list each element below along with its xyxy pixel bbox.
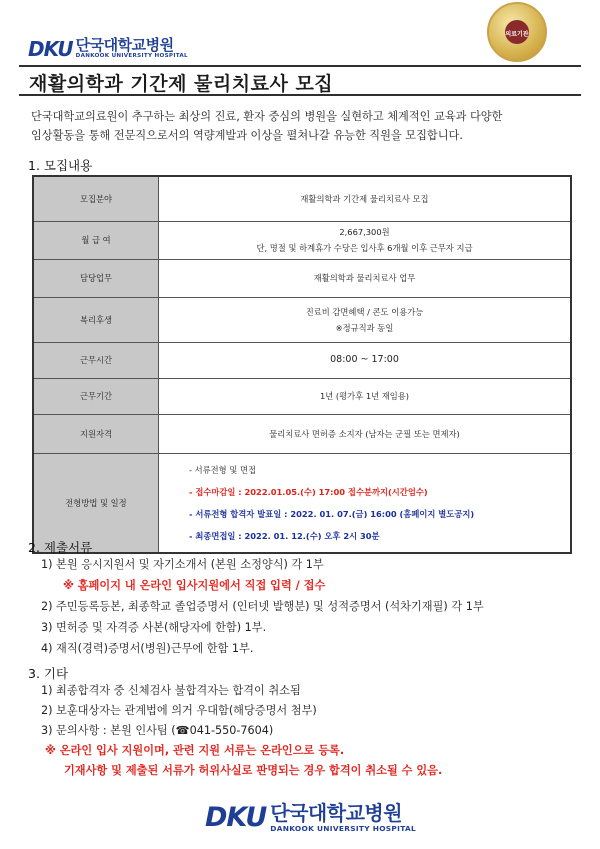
logo-english: DANKOOK UNIVERSITY HOSPITAL — [270, 824, 416, 833]
table-row — [33, 176, 571, 221]
row-value: 물리치료사 면허증 소지자 (남자는 군필 또는 면제자) — [159, 414, 572, 453]
table-row — [33, 378, 571, 414]
document-list — [41, 554, 484, 659]
row-value: 재활의학과 기간제 물리치료사 모집 — [159, 176, 572, 221]
page-title: 재활의학과 기간제 물리치료사 모집 — [29, 73, 334, 95]
schedule-item: - 접수마감일 : 2022.01.05.(수) 17:00 접수분까지(시간엄수) — [189, 486, 428, 497]
row-label: 지원자격 — [33, 414, 159, 453]
recruitment-table — [32, 175, 572, 554]
section-heading: 2. 제출서류 — [28, 540, 93, 555]
intro-text — [31, 107, 586, 145]
row-value: 08:00 ~ 17:00 — [159, 342, 572, 378]
list-item: 4) 재직(경력)증명서(병원)근무에 한함 1부. — [41, 642, 254, 655]
list-item: ※ 홈페이지 내 온라인 입사지원에서 직접 입력 / 접수 — [63, 579, 326, 592]
hospital-logo — [28, 38, 188, 60]
table-row — [33, 259, 571, 297]
section-heading: 3. 기타 — [28, 666, 69, 681]
table-row — [33, 414, 571, 453]
list-item: 3) 문의사항 : 본원 인사팀 (☎041-550-7604) — [41, 724, 274, 737]
table-row — [33, 342, 571, 378]
title-bar — [19, 65, 581, 96]
list-item: 1) 최종합격자 중 신체검사 불합격자는 합격이 취소됨 — [41, 684, 301, 697]
table-row — [33, 297, 571, 342]
section-heading: 1. 모집내용 — [28, 158, 93, 173]
logo-korean: 단국대학교병원 — [75, 36, 174, 54]
row-label: 전형방법 및 일정 — [33, 453, 159, 553]
row-value: 진료비 감면혜택 / 콘도 이용가능 ※정규직과 동일 — [159, 297, 572, 342]
notice-line: ※ 온라인 입사 지원이며, 관련 지원 서류는 온라인으로 등록. — [45, 744, 345, 757]
etc-list — [41, 681, 442, 781]
row-label: 복리후생 — [33, 297, 159, 342]
row-label: 모집분야 — [33, 176, 159, 221]
row-value: 2,667,300원 단, 명절 및 하계휴가 수당은 입사후 6개월 이후 근무자 지급 — [159, 221, 572, 259]
list-item: 1) 본원 응시지원서 및 자기소개서 (본원 소정양식) 각 1부 — [41, 558, 324, 571]
logo-english: DANKOOK UNIVERSITY HOSPITAL — [75, 53, 188, 59]
certification-seal — [487, 2, 547, 62]
footer-logo — [205, 803, 416, 833]
logo-mark: DKU — [28, 37, 73, 61]
schedule-item: - 서류전형 및 면접 — [189, 464, 257, 475]
row-label: 월 급 여 — [33, 221, 159, 259]
schedule-list — [159, 453, 572, 553]
intro-line: 단국대학교의료원이 추구하는 최상의 진료, 환자 중심의 병원을 실현하고 체계적인 교육과 다양한 — [31, 110, 503, 123]
table-row — [33, 221, 571, 259]
row-label: 근무시간 — [33, 342, 159, 378]
list-item: 3) 면허증 및 자격증 사본(해당자에 한함) 1부. — [41, 621, 267, 634]
intro-line: 임상활동을 통해 전문직으로서의 역량계발과 이상을 펼쳐나갈 유능한 직원을 모집합니다. — [31, 129, 463, 142]
row-value: 재활의학과 물리치료사 업무 — [159, 259, 572, 297]
logo-korean: 단국대학교병원 — [270, 801, 403, 825]
seal-label: 의료기관 — [505, 31, 529, 38]
list-item: 2) 보훈대상자는 관계법에 의거 우대함(해당증명서 첨부) — [41, 704, 317, 717]
row-label: 근무기간 — [33, 378, 159, 414]
schedule-item: - 서류전형 합격자 발표일 : 2022. 01. 07.(금) 16:00 (홈페이지 별도공지) — [189, 508, 475, 519]
row-value: 1년 (평가후 1년 재임용) — [159, 378, 572, 414]
row-label: 담당업무 — [33, 259, 159, 297]
list-item: 2) 주민등록등본, 최종학교 졸업증명서 (인터넷 발행분) 및 성적증명서 (석차기재필) 각 1부 — [41, 600, 484, 613]
table-row — [33, 453, 571, 553]
schedule-item: - 최종면접일 : 2022. 01. 12.(수) 오후 2시 30분 — [189, 530, 380, 541]
notice-line: 기재사항 및 제출된 서류가 허위사실로 판명되는 경우 합격이 취소될 수 있음. — [64, 764, 443, 777]
logo-mark: DKU — [205, 802, 267, 833]
